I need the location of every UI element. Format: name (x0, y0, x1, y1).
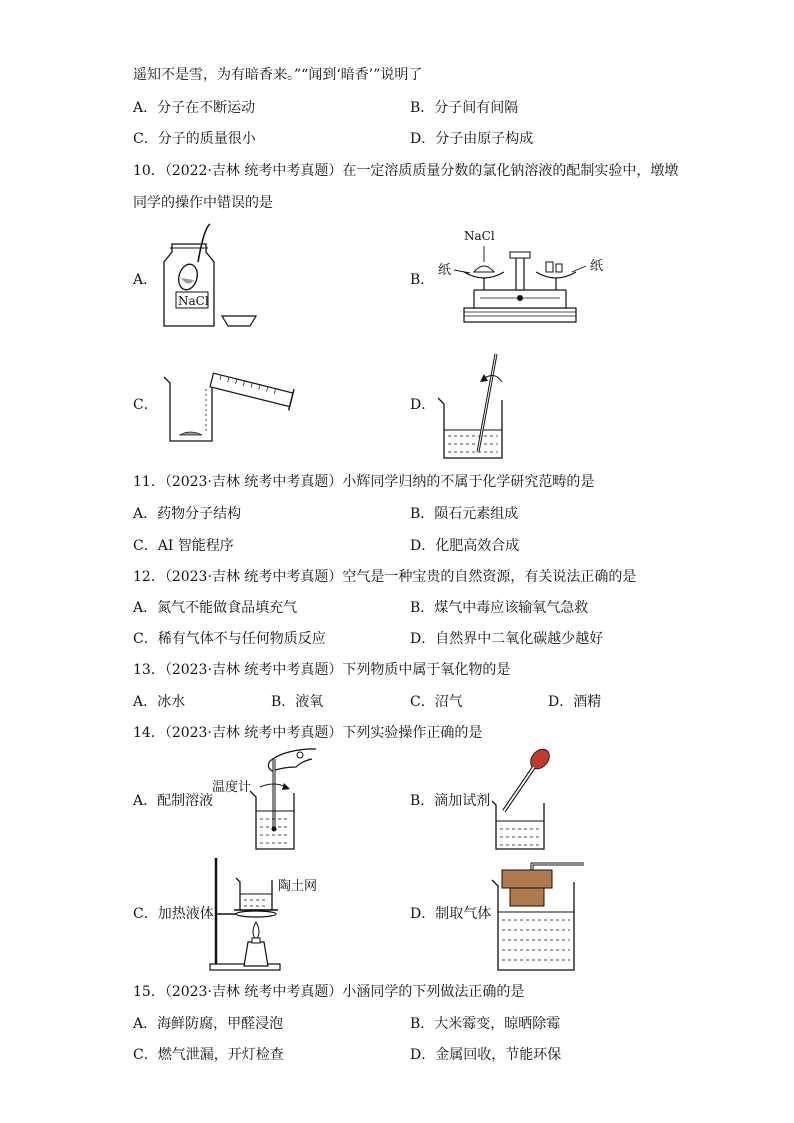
q10-option-d-label[interactable]: D． (410, 397, 436, 413)
q14-stem: 14．（2023·吉林 统考中考真题）下列实验操作正确的是 (133, 725, 483, 741)
q12-option-a[interactable]: A．氮气不能做食品填充气 (133, 600, 298, 616)
q10-figure-b-balance (436, 226, 616, 328)
q12-option-b[interactable]: B．煤气中毒应该输氧气急救 (410, 600, 589, 616)
q13-option-d[interactable]: D．酒精 (548, 694, 602, 710)
q15-option-d[interactable]: D．金属回收，节能环保 (410, 1047, 562, 1063)
q10-balance-label: NaCl (464, 229, 495, 243)
q10-figure-c-pour-cylinder (160, 365, 306, 445)
q11-stem: 11．（2023·吉林 统考中考真题）小辉同学归纳的不属于化学研究范畴的是 (133, 474, 595, 490)
q14-option-c[interactable]: C．加热液体 (133, 906, 214, 922)
q10-paper-left-label: 纸 (438, 263, 452, 278)
q11-option-b[interactable]: B．陨石元素组成 (410, 506, 519, 522)
q14-figure-d-gas-generation (488, 858, 588, 972)
q9-option-b[interactable]: B．分子间有间隔 (410, 100, 519, 116)
q11-option-c[interactable]: C．AI 智能程序 (133, 538, 234, 554)
q15-stem: 15．（2023·吉林 统考中考真题）小涵同学的下列做法正确的是 (133, 984, 525, 1000)
q10-figure-a-jar-spoon (160, 222, 270, 332)
q12-stem: 12．（2023·吉林 统考中考真题）空气是一种宝贵的自然资源，有关说法正确的是 (133, 569, 637, 585)
q14-option-b[interactable]: B．滴加试剂 (410, 793, 491, 809)
q9-option-d[interactable]: D．分子由原子构成 (410, 131, 534, 147)
q12-option-d[interactable]: D．自然界中二氧化碳越少越好 (410, 631, 604, 647)
q11-option-d[interactable]: D．化肥高效合成 (410, 538, 520, 554)
q12-option-c[interactable]: C．稀有气体不与任何物质反应 (133, 631, 326, 647)
q13-option-b[interactable]: B．液氧 (271, 694, 324, 710)
q15-option-c[interactable]: C．燃气泄漏，开灯检查 (133, 1047, 284, 1063)
q10-figure-d-stir-thermometer (436, 352, 516, 460)
q9-option-c[interactable]: C．分子的质量很小 (133, 131, 256, 147)
q14-option-a[interactable]: A．配制溶液 (133, 793, 214, 809)
q15-option-a[interactable]: A．海鲜防腐，甲醛浸泡 (133, 1016, 284, 1032)
q10-paper-right-label: 纸 (590, 259, 604, 274)
q14-figure-a-thermometer-stir (212, 745, 322, 851)
q14-figure-c-heating (208, 856, 318, 972)
q14-figure-b-dropper (490, 745, 560, 851)
q13-option-c[interactable]: C．沼气 (410, 694, 463, 710)
q10-option-a-label[interactable]: A． (133, 272, 158, 288)
q10-stem-line1: 10．（2022·吉林 统考中考真题）在一定溶质质量分数的氯化钠溶液的配制实验中，墩墩 (133, 163, 679, 179)
q10-option-b-label[interactable]: B． (410, 272, 435, 288)
q10-option-c-label[interactable]: C． (133, 397, 158, 413)
q10-jar-label: NaCl (178, 294, 209, 308)
q11-option-a[interactable]: A．药物分子结构 (133, 506, 242, 522)
q14-option-d[interactable]: D．制取气体 (410, 906, 492, 922)
q9-option-a[interactable]: A．分子在不断运动 (133, 100, 256, 116)
q14-thermometer-label: 温度计 (212, 780, 252, 795)
q15-option-b[interactable]: B．大米霉变，晾晒除霉 (410, 1016, 561, 1032)
q9-stem-tail: 遥知不是雪，为有暗香来。”“闻到‘暗香’”说明了 (133, 67, 423, 83)
q14-gauze-label: 陶土网 (278, 879, 318, 894)
q13-stem: 13．（2023·吉林 统考中考真题）下列物质中属于氧化物的是 (133, 662, 511, 678)
q10-stem-line2: 同学的操作中错误的是 (133, 195, 273, 211)
q13-option-a[interactable]: A．冰水 (133, 694, 186, 710)
